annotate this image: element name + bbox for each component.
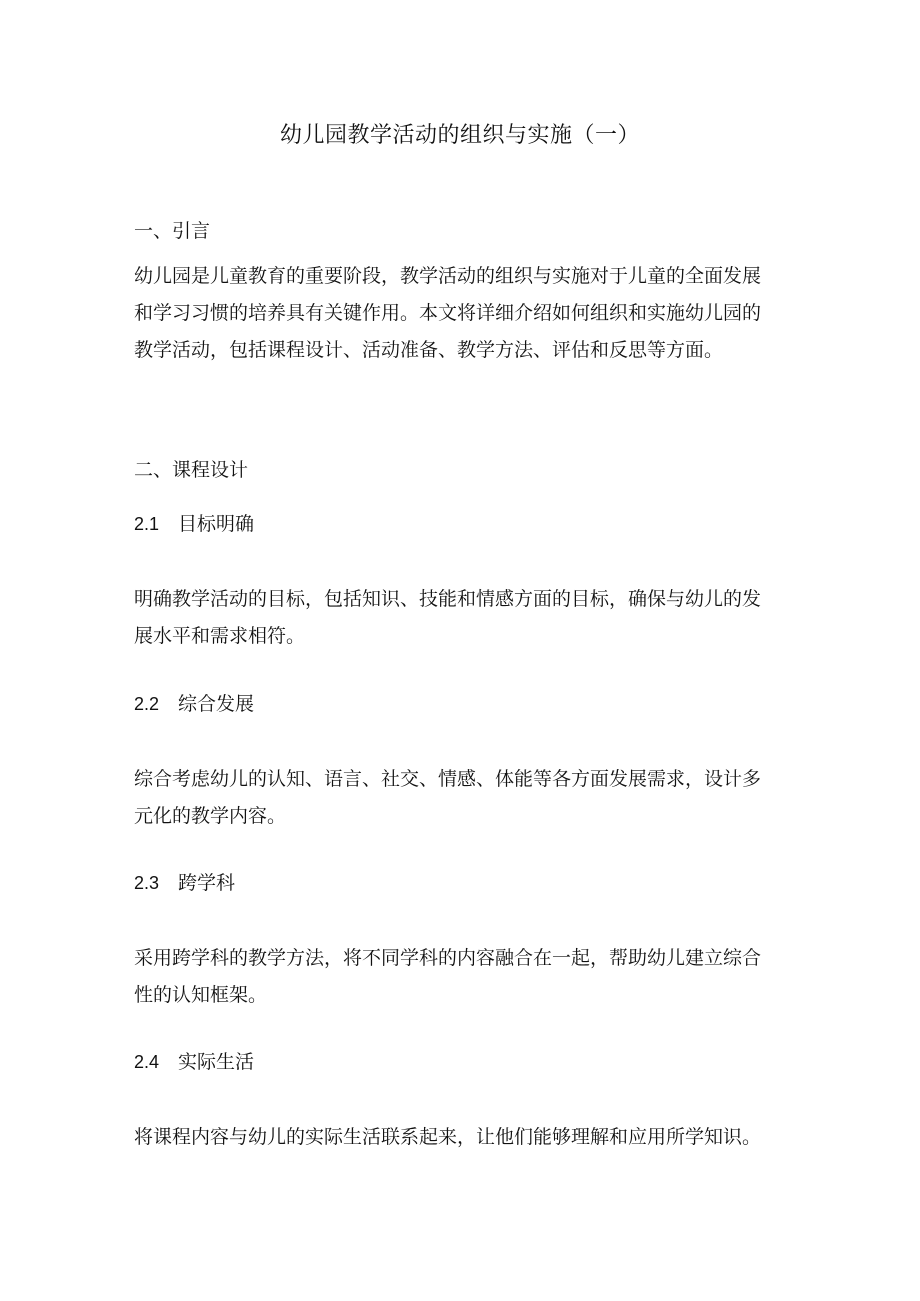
subsection-paragraph <box>134 940 796 1014</box>
subsection-heading <box>134 689 254 719</box>
subsection-number: 2.2 <box>134 694 160 714</box>
subsection-title: 综合发展 <box>178 693 255 715</box>
subsection-paragraph <box>134 581 796 655</box>
subsection-paragraph <box>134 1119 796 1156</box>
paragraph-line: 明确教学活动的目标，包括知识、技能和情感方面的目标，确保与幼儿的发 <box>134 588 762 610</box>
paragraph-line: 展水平和需求相符。 <box>134 625 306 647</box>
paragraph-line: 将课程内容与幼儿的实际生活联系起来，让他们能够理解和应用所学知识。 <box>134 1126 762 1148</box>
paragraph-line: 性的认知框架。 <box>134 984 268 1006</box>
subsection-number: 2.3 <box>134 873 160 893</box>
paragraph-line: 综合考虑幼儿的认知、语言、社交、情感、体能等各方面发展需求，设计多 <box>134 768 762 790</box>
paragraph-line: 采用跨学科的教学方法，将不同学科的内容融合在一起，帮助幼儿建立综合 <box>134 947 762 969</box>
subsection-title: 目标明确 <box>178 513 255 535</box>
subsection-heading <box>134 1047 254 1077</box>
section-heading-curriculum-design: 二、课程设计 <box>134 459 249 481</box>
subsection-number: 2.4 <box>134 1052 160 1072</box>
subsection-heading <box>134 509 254 539</box>
subsection-heading <box>134 868 235 898</box>
subsection-number: 2.1 <box>134 514 160 534</box>
paragraph-line: 教学活动，包括课程设计、活动准备、教学方法、评估和反思等方面。 <box>134 339 724 361</box>
subsection-title: 跨学科 <box>178 872 236 894</box>
introduction-paragraph <box>134 258 796 369</box>
paragraph-line: 元化的教学内容。 <box>134 805 287 827</box>
subsection-paragraph <box>134 761 796 835</box>
subsection-title: 实际生活 <box>178 1051 255 1073</box>
document-title: 幼儿园教学活动的组织与实施（一） <box>279 123 640 148</box>
paragraph-line: 和学习习惯的培养具有关键作用。本文将详细介绍如何组织和实施幼儿园的 <box>134 302 762 324</box>
section-heading-introduction: 一、引言 <box>134 220 211 242</box>
paragraph-line: 幼儿园是儿童教育的重要阶段，教学活动的组织与实施对于儿童的全面发展 <box>134 265 762 287</box>
